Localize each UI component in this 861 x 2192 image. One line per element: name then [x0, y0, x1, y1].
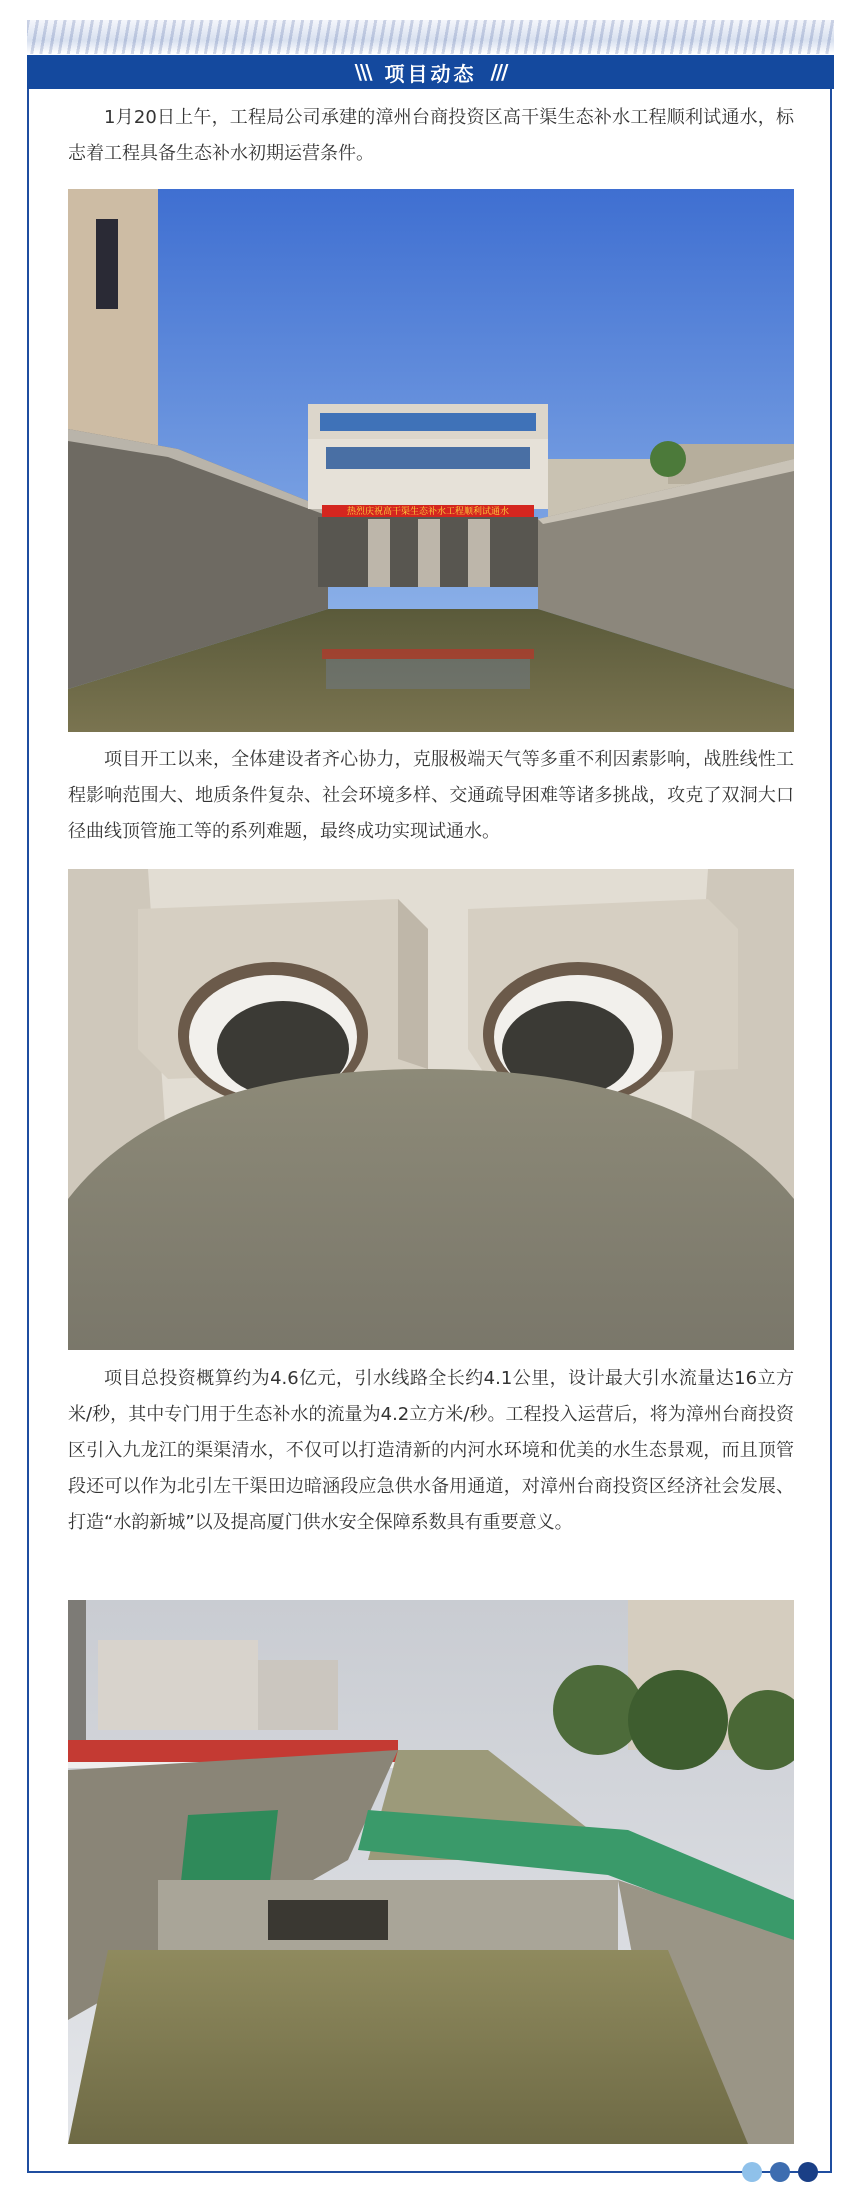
header-brush-decoration — [27, 20, 834, 54]
left-slash-decoration: \\\ — [354, 60, 371, 84]
footer-dot-dark — [798, 2162, 818, 2182]
footer-dot-light — [742, 2162, 762, 2182]
paragraph-construction: 项目开工以来，全体建设者齐心协力，克服极端天气等多重不利因素影响，战胜线性工程影响范围大、地质条件复杂、社会环境多样、交通疏导困难等诸多挑战，攻克了双洞大口径曲线顶管施工等的系列难题，最终成功实现试通水。 — [68, 749, 794, 842]
paragraph-intro: 1月20日上午，工程局公司承建的漳州台商投资区高干渠生态补水工程顺利试通水，标志着工程具备生态补水初期运营条件。 — [68, 107, 794, 164]
section-title-bar — [27, 55, 834, 89]
footer-dot-medium — [770, 2162, 790, 2182]
photo-sluice-gate — [68, 189, 794, 732]
photo-canal — [68, 1600, 794, 2144]
footer-dots — [742, 2162, 818, 2182]
celebration-banner: 热烈庆祝高干渠生态补水工程顺利试通水 — [346, 507, 510, 517]
section-title: 项目动态 — [384, 61, 477, 86]
paragraph-investment: 项目总投资概算约为4.6亿元，引水线路全长约4.1公里，设计最大引水流量达16立方米/秒，其中专门用于生态补水的流量为4.2立方米/秒。工程投入运营后，将为漳州台商投资区引入九龙江的渠渠清水，不仅可以打造清新的内河水环境和优美的水生态景观，而且顶管段还可以作为北引左干渠田边暗涵段应急供水备用通道，对漳州台商投资区经济社会发展、打造“水韵新城”以及提高厦门供水安全保障系数具有重要意义。 — [68, 1368, 794, 1533]
right-slash-decoration: /// — [490, 60, 507, 84]
photo-pipe-outlets — [68, 869, 794, 1350]
